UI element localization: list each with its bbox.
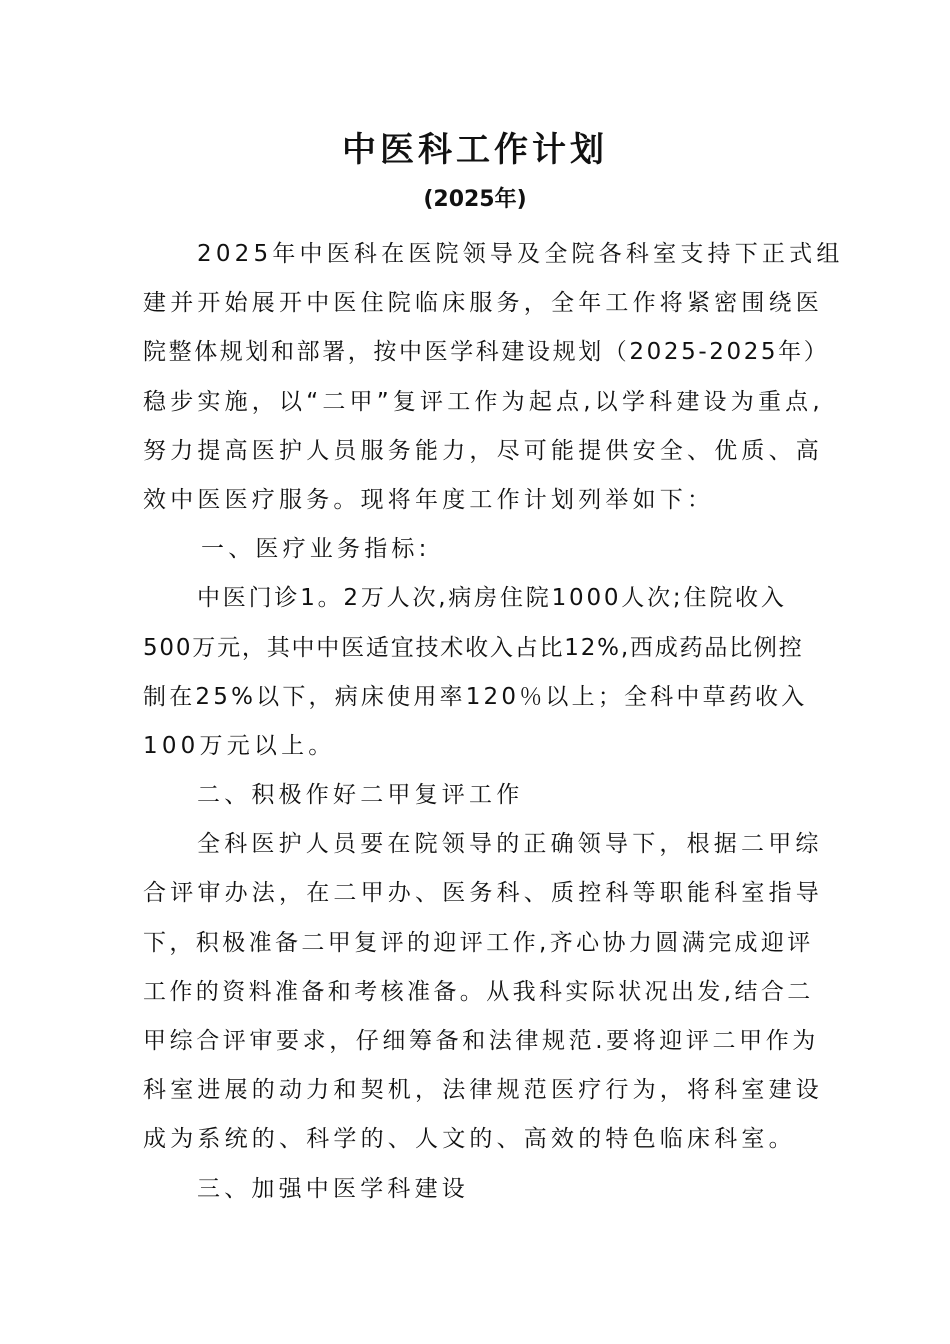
document-title: 中医科工作计划	[342, 130, 608, 170]
section-heading: 三、加强中医学科建设	[197, 1175, 469, 1202]
document-subtitle: (2025年)	[423, 187, 527, 212]
paragraph-line: 成为系统的、科学的、人文的、高效的特色临床科室。	[143, 1126, 796, 1153]
paragraph-line: 效中医医疗服务。现将年度工作计划列举如下：	[143, 486, 715, 513]
paragraph-line: 努力提高医护人员服务能力，尽可能提供安全、优质、高	[143, 437, 823, 464]
paragraph-line: 全科医护人员要在院领导的正确领导下，根据二甲综	[197, 831, 823, 858]
paragraph-line: 合评审办法，在二甲办、医务科、质控科等职能科室指导	[143, 880, 823, 907]
paragraph-line: 院整体规划和部署，按中医学科建设规划（2025-2025年）	[143, 339, 830, 366]
paragraph-line: 科室进展的动力和契机，法律规范医疗行为，将科室建设	[143, 1077, 823, 1104]
section-heading: 二、积极作好二甲复评工作	[197, 782, 524, 809]
paragraph-line: 制在25%以下，病床使用率120％以上；全科中草药收入	[143, 683, 808, 710]
paragraph-line: 500万元，其中中医适宜技术收入占比12%,西成药品比例控	[143, 634, 804, 661]
paragraph-line: 中医门诊1。2万人次,病房住院1000人次;住院收入	[197, 585, 787, 612]
paragraph-line: 2025年中医科在医院领导及全院各科室支持下正式组	[197, 241, 844, 267]
paragraph-line: 甲综合评审要求，仔细筹备和法律规范.要将迎评二甲作为	[143, 1028, 819, 1054]
section-heading: 一、医疗业务指标:	[201, 536, 431, 563]
document-body	[143, 230, 844, 1214]
paragraph-line: 建并开始展开中医住院临床服务，全年工作将紧密围绕医	[143, 290, 823, 317]
paragraph-line: 工作的资料准备和考核准备。从我科实际状况出发,结合二	[143, 978, 814, 1005]
paragraph-line: 100万元以上。	[143, 732, 336, 759]
paragraph-line: 稳步实施，以“二甲”复评工作为起点,以学科建设为重点,	[143, 388, 824, 415]
paragraph-line: 下，积极准备二甲复评的迎评工作,齐心协力圆满完成迎评	[143, 929, 814, 956]
